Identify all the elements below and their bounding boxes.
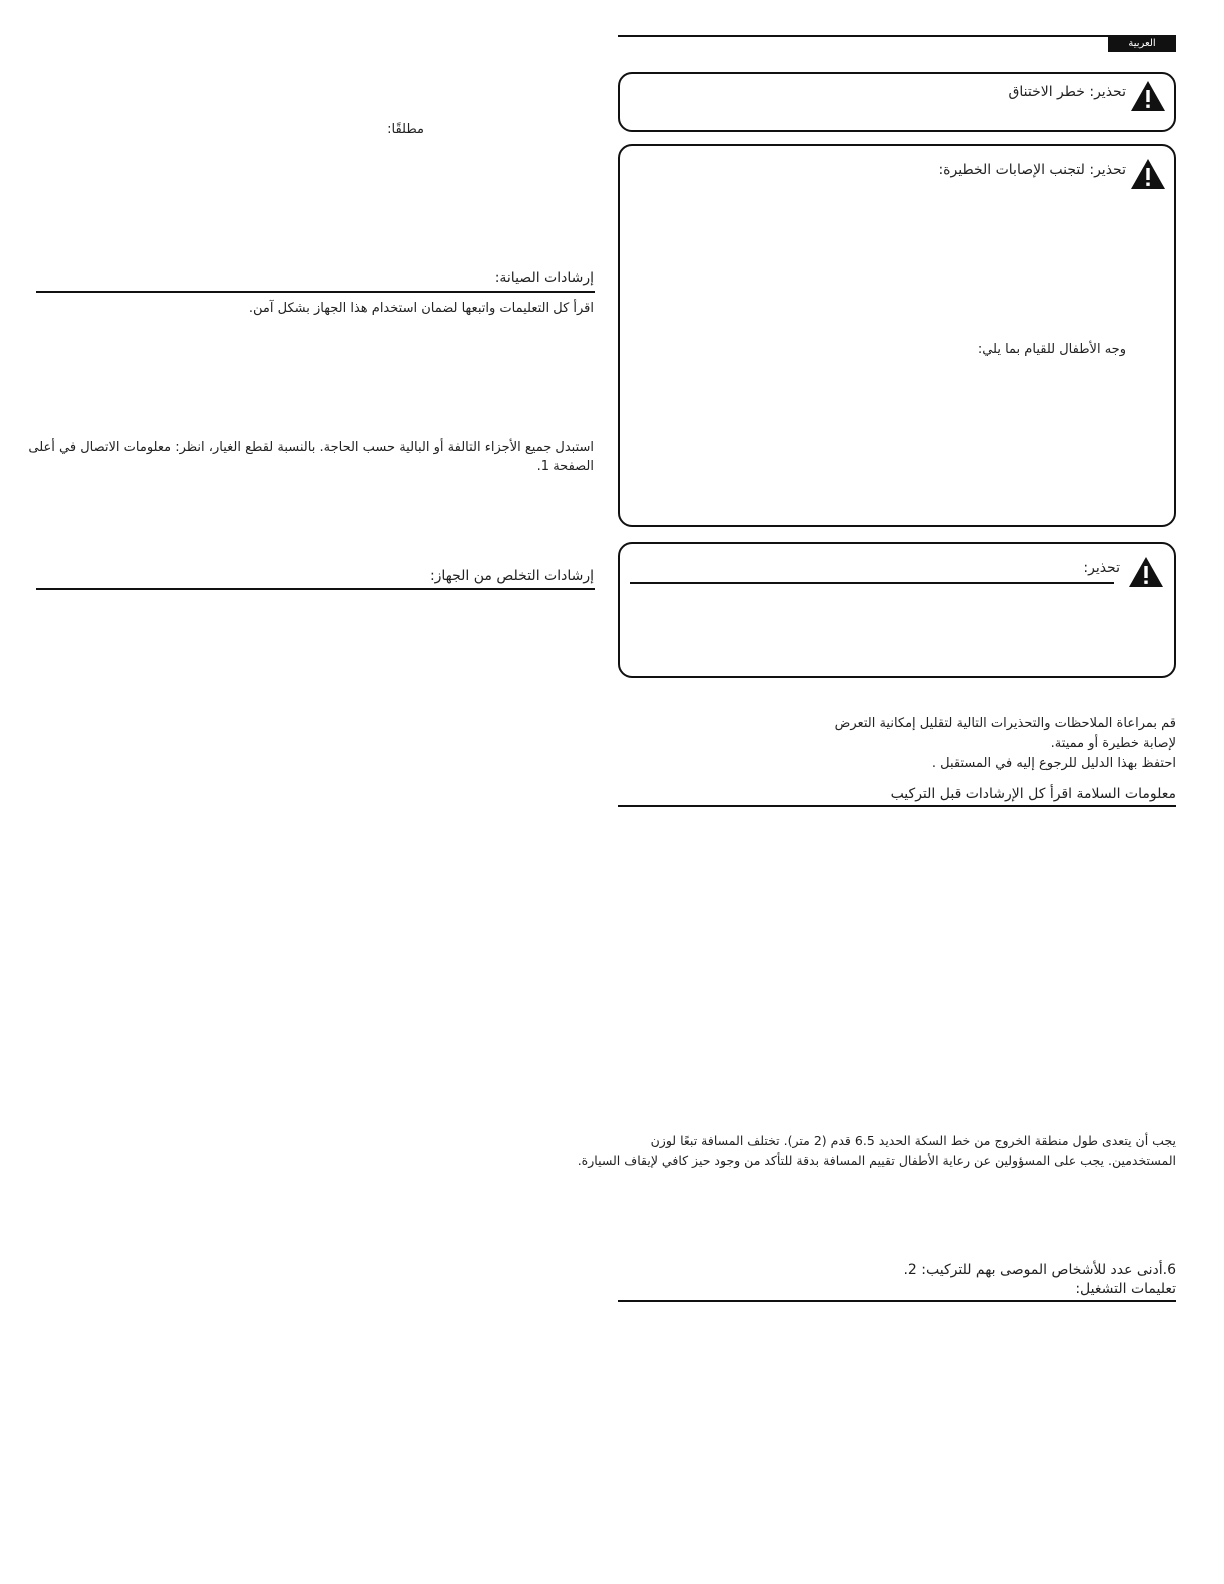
warning-box-choking bbox=[618, 72, 1176, 132]
safety-heading-rule bbox=[618, 805, 1176, 807]
operating-instructions-rule bbox=[618, 1300, 1176, 1302]
maintenance-text: اقرأ كل التعليمات واتبعها لضمان استخدام هذا الجهاز بشكل آمن. bbox=[248, 301, 594, 316]
warning-triangle-icon bbox=[1130, 158, 1166, 190]
warning-injury-children-line: وجه الأطفال للقيام بما يلي: bbox=[977, 342, 1126, 357]
warning-box-injury bbox=[618, 144, 1176, 527]
exit-zone-line-2: المستخدمين. يجب على المسؤولين عن رعاية الأطفال تقييم المسافة بدقة للتأكد من وجود حيز كافي لإيقاف السيارة. bbox=[577, 1153, 1176, 1168]
maintenance-heading-rule bbox=[36, 291, 595, 293]
warning-injury-title: تحذير: لتجنب الإصابات الخطيرة: bbox=[938, 162, 1126, 178]
warning-general-rule bbox=[630, 582, 1114, 584]
warning-choking-title: تحذير: خطر الاختناق bbox=[1008, 84, 1126, 100]
safety-keep-manual: احتفظ بهذا الدليل للرجوع إليه في المستقبل . bbox=[931, 756, 1176, 771]
replace-parts-line-2: الصفحة 1. bbox=[536, 459, 594, 474]
language-tab: العربية bbox=[1108, 36, 1176, 52]
replace-parts-line-1: استبدل جميع الأجزاء التالفة أو البالية حسب الحاجة. بالنسبة لقطع الغيار، انظر: معلومات الاتصال في أعلى bbox=[28, 440, 594, 455]
warning-general-title: تحذير: bbox=[1083, 560, 1120, 576]
safety-intro-line-2: لإصابة خطيرة أو مميتة. bbox=[1050, 736, 1176, 751]
disposal-heading-rule bbox=[36, 588, 595, 590]
safety-heading: معلومات السلامة اقرأ كل الإرشادات قبل التركيب bbox=[890, 786, 1176, 802]
warning-triangle-icon bbox=[1128, 556, 1164, 588]
absolutely-label: مطلقًا: bbox=[387, 122, 424, 137]
warning-box-general bbox=[618, 542, 1176, 678]
warning-triangle-icon bbox=[1130, 80, 1166, 112]
maintenance-heading: إرشادات الصيانة: bbox=[494, 270, 594, 286]
disposal-heading: إرشادات التخلص من الجهاز: bbox=[429, 568, 594, 584]
operating-instructions-heading: تعليمات التشغيل: bbox=[1075, 1281, 1176, 1297]
header-rule bbox=[618, 35, 1176, 37]
exit-zone-line-1: يجب أن يتعدى طول منطقة الخروج من خط السكة الحديد 6.5 قدم (2 متر). تختلف المسافة تبعًا لوزن bbox=[650, 1133, 1176, 1148]
safety-intro-line-1: قم بمراعاة الملاحظات والتحذيرات التالية لتقليل إمكانية التعرض bbox=[834, 716, 1176, 731]
installers-line: 6.أدنى عدد للأشخاص الموصى بهم للتركيب: 2. bbox=[903, 1262, 1176, 1278]
